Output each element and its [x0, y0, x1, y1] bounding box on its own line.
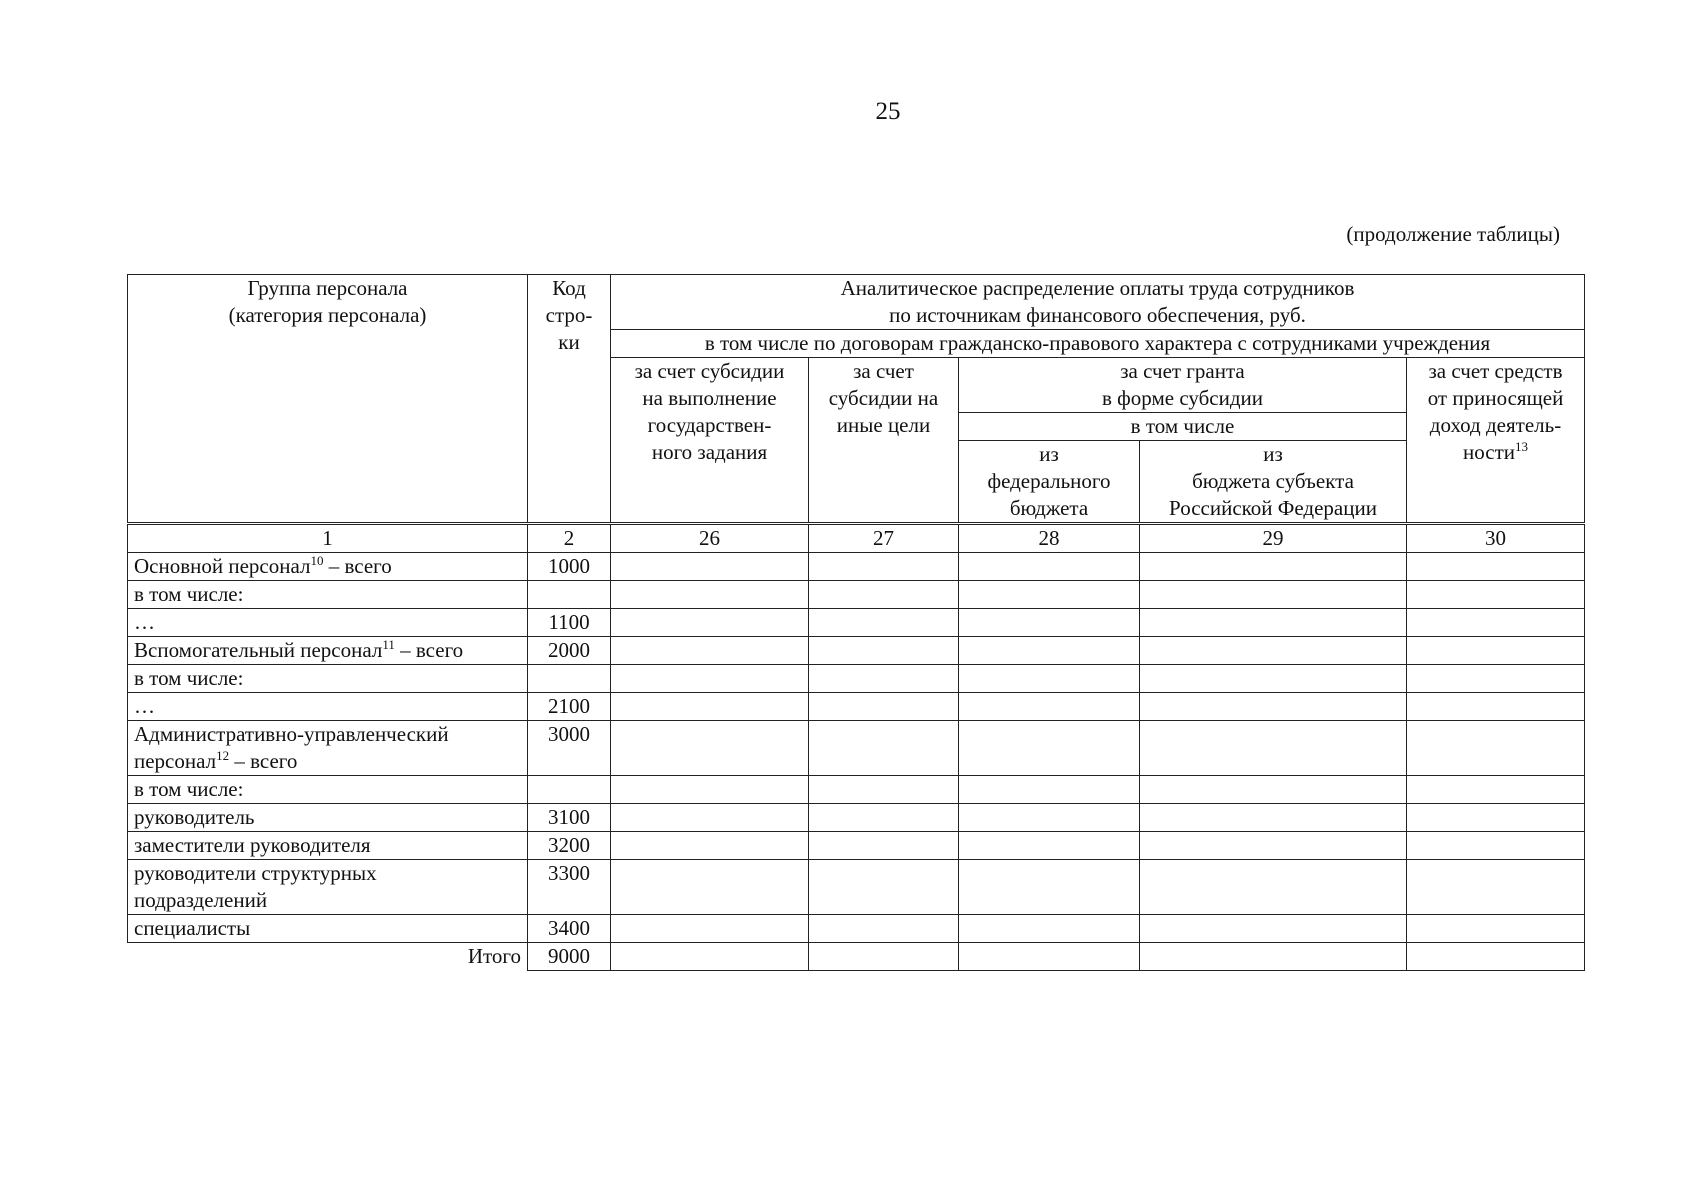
value-cell: [1140, 553, 1407, 581]
row-label: в том числе:: [128, 581, 528, 609]
value-cell: [1140, 609, 1407, 637]
column-number: 29: [1140, 524, 1407, 553]
value-cell: [1140, 721, 1407, 776]
value-cell: [1140, 860, 1407, 915]
value-cell: [1140, 776, 1407, 804]
value-cell: [1407, 776, 1585, 804]
value-cell: [959, 860, 1140, 915]
col-30-header: за счет средств от приносящей доход деятель- ности$^{13}$: [1407, 358, 1585, 524]
value-cell: [1407, 553, 1585, 581]
code-header-line: ки: [558, 330, 580, 354]
table-row: [128, 553, 1585, 581]
continuation-note: (продолжение таблицы): [1346, 222, 1560, 246]
value-cell: [809, 637, 959, 665]
value-cell: [1140, 832, 1407, 860]
value-cell: [611, 609, 809, 637]
value-cell: [611, 637, 809, 665]
value-cell: [1407, 721, 1585, 776]
col-26-header: за счет субсидии на выполнение государствен- ного задания: [611, 358, 809, 524]
value-cell: [809, 581, 959, 609]
row-code: 3200: [528, 832, 611, 860]
value-cell: [959, 832, 1140, 860]
value-cell: [959, 665, 1140, 693]
value-cell: [611, 776, 809, 804]
value-cell: [1140, 915, 1407, 943]
row-label: в том числе:: [128, 776, 528, 804]
value-cell: [959, 915, 1140, 943]
value-cell: [1407, 609, 1585, 637]
column-number: 27: [809, 524, 959, 553]
table-row: [128, 637, 1585, 665]
row-label: в том числе:: [128, 665, 528, 693]
value-cell: [1407, 637, 1585, 665]
value-cell: [1407, 693, 1585, 721]
table-row: [128, 693, 1585, 721]
value-cell: [611, 581, 809, 609]
column-number: 2: [528, 524, 611, 553]
value-cell: [1140, 943, 1407, 971]
main-title-line: Аналитическое распределение оплаты труда сотрудников: [840, 276, 1355, 300]
row-label: Административно-управленческий персонал$^{12}$ – всего: [128, 721, 528, 776]
row-code: [528, 581, 611, 609]
row-code: 2000: [528, 637, 611, 665]
column-number: 26: [611, 524, 809, 553]
col-27-header: за счет субсидии на иные цели: [809, 358, 959, 524]
staff-pay-table: [127, 274, 1585, 971]
main-title-header: [611, 275, 1585, 330]
table-row: [128, 581, 1585, 609]
group-column-header: [128, 275, 528, 524]
value-cell: [959, 804, 1140, 832]
value-cell: [959, 693, 1140, 721]
value-cell: [809, 776, 959, 804]
row-code: 3100: [528, 804, 611, 832]
row-code: 3000: [528, 721, 611, 776]
value-cell: [611, 721, 809, 776]
table-row: [128, 832, 1585, 860]
row-label: …: [128, 609, 528, 637]
table-row: [128, 915, 1585, 943]
value-cell: [1407, 943, 1585, 971]
main-title-line: по источникам финансового обеспечения, руб.: [889, 303, 1306, 327]
total-label: Итого: [128, 943, 528, 971]
table-row: [128, 860, 1585, 915]
value-cell: [611, 860, 809, 915]
value-cell: [1140, 665, 1407, 693]
value-cell: [809, 832, 959, 860]
value-cell: [959, 553, 1140, 581]
page-number: 25: [875, 98, 901, 125]
value-cell: [959, 943, 1140, 971]
table-row: [128, 776, 1585, 804]
row-code: [528, 776, 611, 804]
value-cell: [809, 553, 959, 581]
group-header-line: Группа персонала: [247, 276, 408, 300]
value-cell: [809, 609, 959, 637]
value-cell: [809, 915, 959, 943]
grant-sub-header: в том числе: [959, 413, 1407, 441]
value-cell: [809, 943, 959, 971]
subtitle-header: в том числе по договорам гражданско-правового характера с сотрудниками учреждения: [611, 330, 1585, 358]
column-number-row: [128, 524, 1585, 553]
row-code: 3400: [528, 915, 611, 943]
column-number: 28: [959, 524, 1140, 553]
value-cell: [809, 860, 959, 915]
value-cell: [611, 553, 809, 581]
value-cell: [959, 721, 1140, 776]
value-cell: [611, 832, 809, 860]
footnote-mark: 12: [216, 748, 230, 763]
row-code: 1000: [528, 553, 611, 581]
grant-group-header: за счет гранта в форме субсидии: [959, 358, 1407, 413]
value-cell: [1407, 915, 1585, 943]
table-row: [128, 804, 1585, 832]
value-cell: [1407, 581, 1585, 609]
value-cell: [611, 693, 809, 721]
row-label: …: [128, 693, 528, 721]
value-cell: [809, 665, 959, 693]
value-cell: [809, 804, 959, 832]
table-body: [128, 524, 1585, 971]
row-code: 1100: [528, 609, 611, 637]
value-cell: [1140, 581, 1407, 609]
column-number: 30: [1407, 524, 1585, 553]
value-cell: [1407, 832, 1585, 860]
group-header-line: (категория персонала): [228, 303, 427, 327]
value-cell: [611, 665, 809, 693]
value-cell: [1407, 665, 1585, 693]
value-cell: [1140, 637, 1407, 665]
col-29-header: из бюджета субъекта Российской Федерации: [1140, 441, 1407, 524]
table-row: [128, 721, 1585, 776]
row-code: 3300: [528, 860, 611, 915]
row-label: Вспомогательный персонал$^{11}$ – всего: [128, 637, 528, 665]
row-code: 2100: [528, 693, 611, 721]
code-header-line: стро-: [545, 303, 593, 327]
table-header: [128, 275, 1585, 524]
row-label: заместители руководителя: [128, 832, 528, 860]
table-row: [128, 665, 1585, 693]
footnote-mark: 10: [310, 553, 324, 568]
code-column-header: [528, 275, 611, 524]
code-header-line: Код: [552, 276, 586, 300]
value-cell: [959, 637, 1140, 665]
value-cell: [611, 915, 809, 943]
row-label: руководитель: [128, 804, 528, 832]
value-cell: [1407, 804, 1585, 832]
value-cell: [1407, 860, 1585, 915]
total-row: [128, 943, 1585, 971]
row-label: Основной персонал$^{10}$ – всего: [128, 553, 528, 581]
value-cell: [959, 581, 1140, 609]
row-code: [528, 665, 611, 693]
value-cell: [959, 776, 1140, 804]
value-cell: [1140, 804, 1407, 832]
column-number: 1: [128, 524, 528, 553]
footnote-mark: 11: [382, 637, 395, 652]
value-cell: [809, 693, 959, 721]
row-label: специалисты: [128, 915, 528, 943]
value-cell: [611, 943, 809, 971]
col-28-header: из федерального бюджета: [959, 441, 1140, 524]
total-code: 9000: [528, 943, 611, 971]
footnote-mark: 13: [1515, 439, 1528, 454]
value-cell: [1140, 693, 1407, 721]
row-label: руководители структурных подразделений: [128, 860, 528, 915]
table-row: [128, 609, 1585, 637]
value-cell: [611, 804, 809, 832]
value-cell: [959, 609, 1140, 637]
value-cell: [809, 721, 959, 776]
